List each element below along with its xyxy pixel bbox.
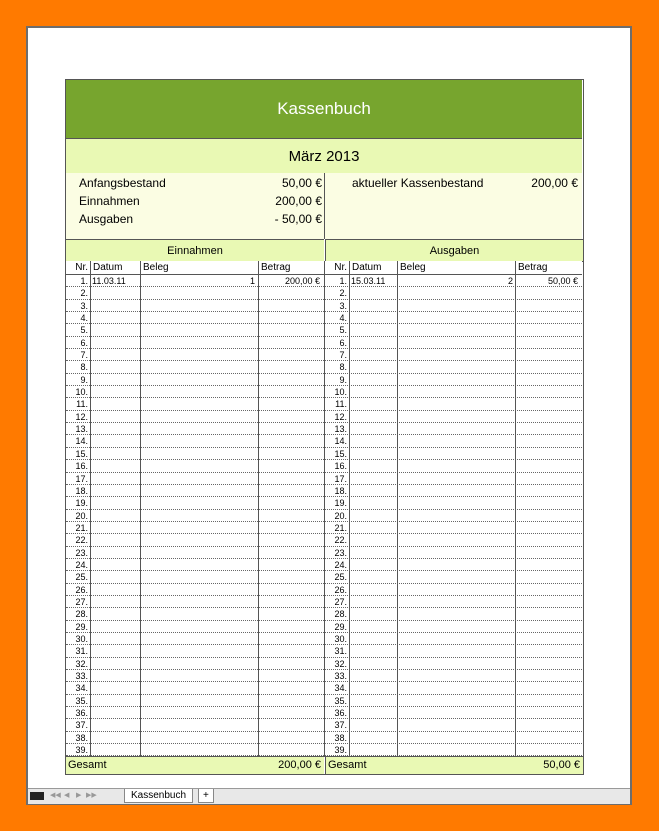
table-row [325,522,582,534]
row-number: 10. [334,387,347,398]
table-row [66,312,324,324]
row-number: 30. [75,633,88,644]
row-number: 31. [75,646,88,657]
table-row [66,559,324,571]
table-row [66,287,324,299]
add-sheet-button[interactable]: + [198,789,214,803]
row-number: 20. [334,510,347,521]
table-row [325,386,582,398]
table-row [325,361,582,373]
row-number: 38. [75,732,88,743]
row-number: 24. [334,559,347,570]
current-balance-value: 200,00 € [531,176,578,190]
row-beleg[interactable]: 2 [507,276,513,286]
table-row [325,719,582,731]
row-number: 7. [339,350,347,361]
row-number: 30. [334,633,347,644]
table-row [325,312,582,324]
sheet-icon [30,792,44,800]
total-label: Gesamt [328,759,367,771]
row-number: 24. [75,559,88,570]
income-total-row [66,756,324,774]
row-number: 36. [334,708,347,719]
row-number: 34. [75,683,88,694]
grid-line [258,261,259,757]
table-row [66,510,324,522]
row-number: 13. [334,424,347,435]
row-number: 12. [75,411,88,422]
row-number: 28. [334,609,347,620]
expense-section-header: Ausgaben [325,239,583,262]
table-row [66,324,324,336]
table-row [66,744,324,756]
row-number: 11. [335,399,347,410]
table-row [325,349,582,361]
table-row [325,287,582,299]
table-row [66,707,324,719]
row-number: 5. [339,325,347,336]
table-row [325,497,582,509]
row-datum[interactable]: 11.03.11 [92,276,126,286]
table-row [325,460,582,472]
col-betrag: Betrag [261,262,291,273]
table-row [66,275,324,287]
row-number: 2. [339,288,347,299]
table-row [66,658,324,670]
row-number: 17. [75,473,88,484]
table-row [66,584,324,596]
row-number: 17. [334,473,347,484]
row-number: 1. [339,276,347,286]
table-row [325,448,582,460]
table-row [325,658,582,670]
row-number: 35. [75,695,88,706]
summary-block [66,173,582,239]
table-row [66,460,324,472]
table-row [325,621,582,633]
grid-line [140,261,141,757]
row-number: 31. [334,646,347,657]
row-number: 29. [334,621,347,632]
row-number: 22. [334,535,347,546]
table-row [66,645,324,657]
row-number: 25. [75,572,88,583]
row-datum[interactable]: 15.03.11 [351,276,386,286]
income-table [66,275,324,756]
row-number: 26. [334,584,347,595]
table-row [66,386,324,398]
expense-table [325,275,582,756]
table-row [325,374,582,386]
row-number: 21. [75,522,88,533]
table-row [325,435,582,447]
income-section-header: Einnahmen [66,239,324,262]
grid-line [349,261,350,757]
row-number: 34. [334,683,347,694]
row-number: 14. [334,436,347,447]
expense-label: Ausgaben [79,212,134,226]
table-row [325,596,582,608]
grid-line [515,261,516,757]
row-number: 18. [334,485,347,496]
table-row [66,473,324,485]
table-row [66,497,324,509]
row-number: 16. [75,461,88,472]
row-number: 1. [80,276,88,286]
table-row [66,435,324,447]
row-betrag[interactable]: 50,00 € [547,276,578,286]
table-row [325,633,582,645]
row-number: 27. [334,596,347,607]
row-beleg[interactable]: 1 [249,276,255,286]
row-number: 10. [75,387,88,398]
grid-line [397,261,398,757]
row-number: 5. [80,325,88,336]
row-number: 29. [75,621,88,632]
row-number: 4. [80,313,88,324]
start-label: Anfangsbestand [79,176,166,190]
first-sheet-icon[interactable]: ◀◀ [50,792,61,799]
row-number: 6. [80,337,88,348]
table-row [66,522,324,534]
table-row [325,645,582,657]
table-row [325,559,582,571]
next-sheet-icon[interactable]: ▶ [76,792,82,799]
income-label: Einnahmen [79,194,140,208]
table-row [66,621,324,633]
table-row [66,695,324,707]
table-row [325,423,582,435]
row-number: 39. [334,745,347,756]
col-datum: Datum [352,262,382,273]
table-row [66,732,324,744]
expense-total-row [325,756,583,774]
col-betrag: Betrag [518,262,548,273]
table-row [325,300,582,312]
table-row [325,398,582,410]
row-number: 23. [334,547,347,558]
table-row [66,670,324,682]
col-beleg: Beleg [400,262,426,273]
row-number: 9. [339,374,347,385]
row-number: 9. [80,374,88,385]
table-row [66,596,324,608]
row-number: 16. [334,461,347,472]
summary-divider [324,173,325,239]
income-value: 200,00 € [275,194,322,208]
prev-sheet-icon[interactable]: ◀ [64,792,70,799]
row-number: 26. [75,584,88,595]
row-number: 8. [80,362,88,373]
table-row [325,411,582,423]
total-label: Gesamt [68,759,107,771]
table-row [325,707,582,719]
row-number: 15. [75,448,88,459]
table-row [66,411,324,423]
table-row [325,608,582,620]
income-total-value: 200,00 € [278,759,321,771]
row-number: 3. [80,300,88,311]
table-row [66,682,324,694]
row-number: 8. [339,362,347,373]
table-row [66,337,324,349]
table-row [66,398,324,410]
table-row [66,349,324,361]
table-row [66,361,324,373]
table-row [325,485,582,497]
center-divider [324,261,325,757]
table-row [66,608,324,620]
last-sheet-icon[interactable]: ▶▶ [86,792,97,799]
grid-line [90,261,91,757]
month-title: März 2013 [66,138,582,174]
col-datum: Datum [93,262,123,273]
row-number: 15. [334,448,347,459]
table-row [325,324,582,336]
row-betrag[interactable]: 200,00 € [284,276,320,286]
table-row [325,510,582,522]
table-row [66,571,324,583]
table-row [325,670,582,682]
row-number: 12. [334,411,347,422]
row-number: 37. [75,720,88,731]
table-row [66,300,324,312]
col-nr: Nr. [334,262,347,273]
row-number: 3. [339,300,347,311]
row-number: 21. [334,522,347,533]
row-number: 23. [75,547,88,558]
table-row [66,448,324,460]
table-row [325,584,582,596]
table-row [66,374,324,386]
row-number: 4. [339,313,347,324]
table-row [325,473,582,485]
row-number: 20. [75,510,88,521]
current-balance-label: aktueller Kassenbestand [352,176,484,190]
row-number: 28. [75,609,88,620]
row-number: 39. [75,745,88,756]
row-number: 37. [334,720,347,731]
row-number: 35. [334,695,347,706]
table-row [66,633,324,645]
row-number: 32. [334,658,347,669]
row-number: 14. [75,436,88,447]
table-row [325,534,582,546]
table-row [66,423,324,435]
table-row [325,337,582,349]
row-number: 11. [76,399,88,410]
table-row [325,744,582,756]
sheet-tab-bar [28,788,630,804]
table-row [325,275,582,287]
table-row [325,732,582,744]
row-number: 22. [75,535,88,546]
income-column-headers [66,261,324,275]
row-number: 18. [75,485,88,496]
row-number: 33. [75,671,88,681]
row-number: 13. [75,424,88,435]
row-number: 38. [334,732,347,743]
table-row [325,682,582,694]
expense-value: - 50,00 € [274,212,322,226]
table-row [66,485,324,497]
row-number: 27. [75,596,88,607]
table-row [325,695,582,707]
row-number: 25. [334,572,347,583]
row-number: 36. [75,708,88,719]
table-row [325,571,582,583]
table-row [66,719,324,731]
col-beleg: Beleg [143,262,169,273]
row-number: 19. [334,498,347,509]
table-row [66,534,324,546]
row-number: 32. [75,658,88,669]
row-number: 7. [80,350,88,361]
col-nr: Nr. [75,262,88,273]
table-row [325,547,582,559]
expense-column-headers [325,261,582,275]
sheet-title: Kassenbuch [66,80,582,138]
start-value: 50,00 € [281,176,322,190]
tab-kassenbuch[interactable]: Kassenbuch [124,789,193,803]
table-row [66,547,324,559]
row-number: 6. [339,337,347,348]
row-number: 19. [75,498,88,509]
row-number: 33. [334,671,347,681]
expense-total-value: 50,00 € [543,759,580,771]
row-number: 2. [80,288,88,299]
